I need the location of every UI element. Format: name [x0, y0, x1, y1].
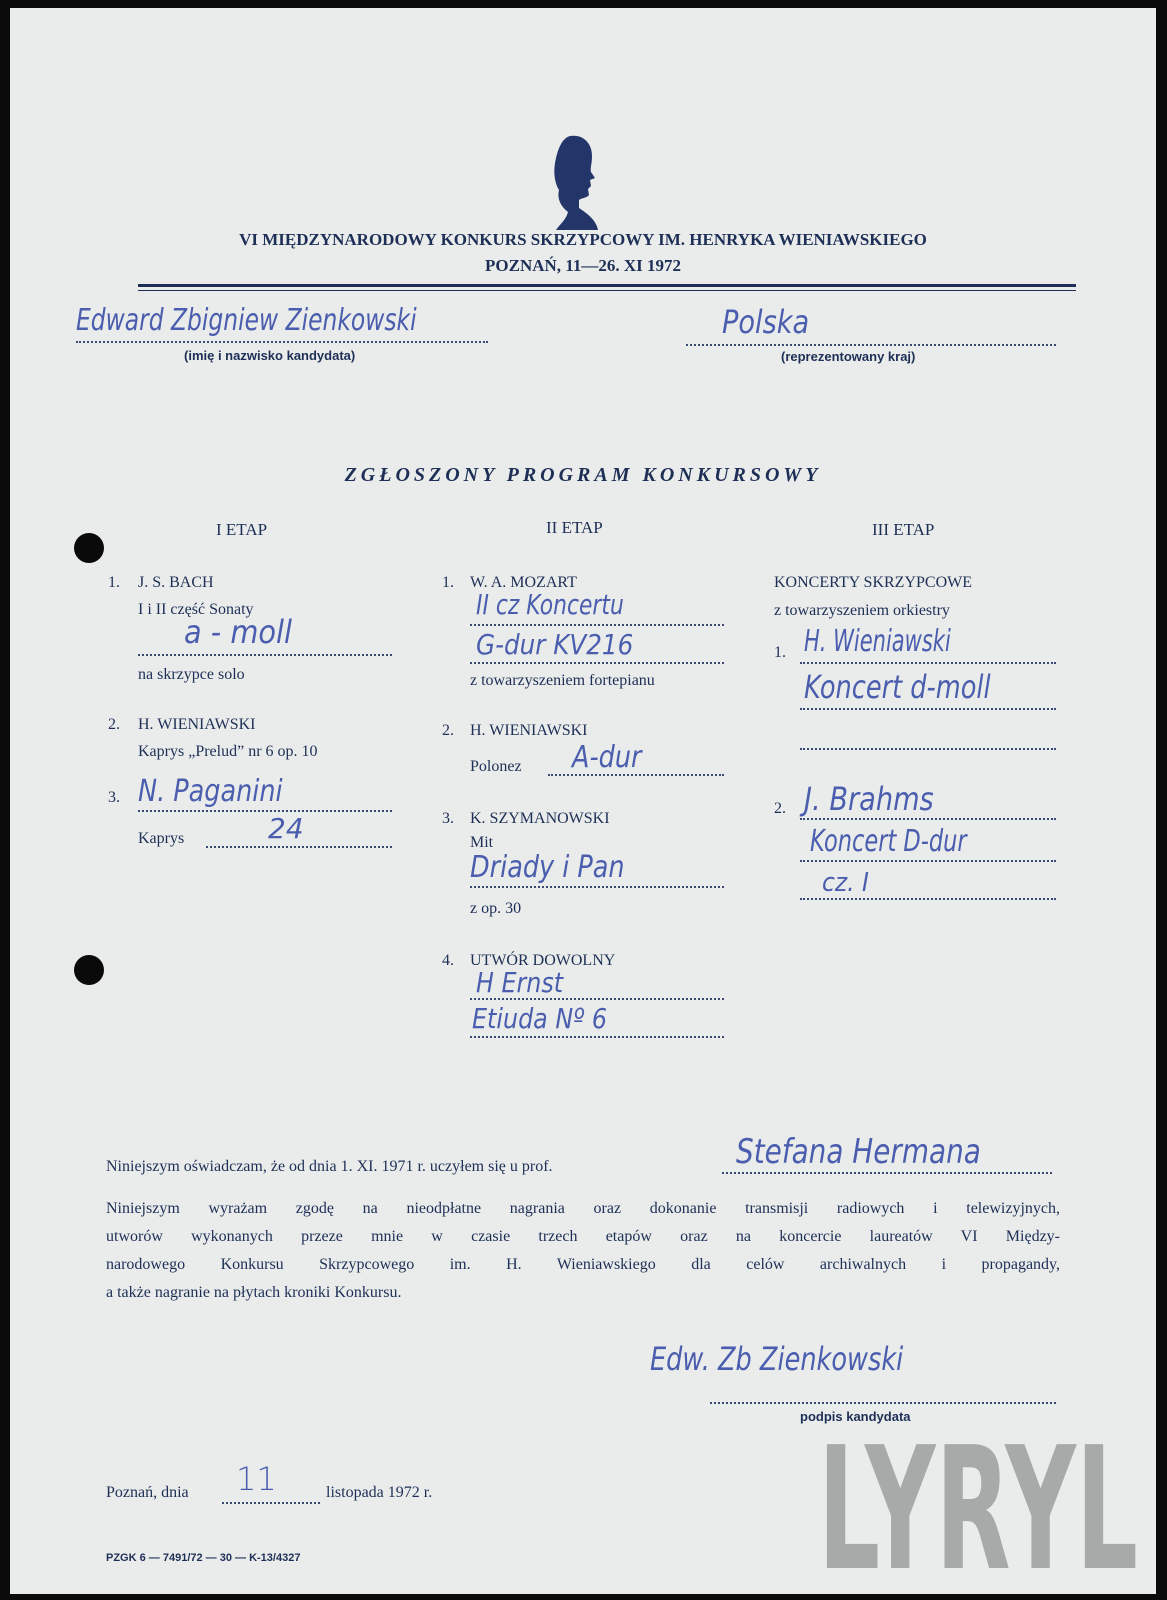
stage2-item1-composer: W. A. MOZART: [470, 574, 577, 591]
stage1-item3-number: 3.: [108, 789, 120, 806]
stage2-item4-label: UTWÓR DOWOLNY: [470, 952, 616, 969]
stage3-item2-composer: J. Brahms: [804, 780, 934, 818]
teacher-line: [722, 1172, 1052, 1174]
stage3-item1-line2: [800, 708, 1056, 710]
stage3-item2-work: Koncert D-dur: [810, 824, 967, 859]
consent-line-2: utworów wykonanych przeze mnie w czasie trzech etapów oraz na koncercie laureatów VI Między-: [106, 1228, 1060, 1245]
stage2-item2-line: [548, 774, 724, 776]
consent-line-4: a także nagranie na płytach kroniki Konkursu.: [106, 1284, 402, 1301]
print-code: PZGK 6 — 7491/72 — 30 — K-13/4327: [106, 1552, 301, 1564]
stage2-item3-number: 3.: [442, 810, 454, 827]
stage1-item1-line: [138, 654, 392, 656]
date-line: [222, 1502, 320, 1504]
stage1-item2-description: Kaprys „Prelud” nr 6 op. 10: [138, 743, 318, 760]
date-suffix: listopada 1972 r.: [326, 1484, 433, 1501]
stage2-item4-line1: [470, 998, 724, 1000]
punch-hole-bottom: [74, 955, 104, 985]
stage2-item3-line: [470, 886, 724, 888]
stage1-item3-label: Kaprys: [138, 830, 185, 847]
stage2-item1-number: 1.: [442, 574, 454, 591]
stage3-item2-movement: cz. I: [822, 868, 869, 898]
country-label: (reprezentowany kraj): [781, 349, 916, 364]
stage3-item2-line1: [800, 818, 1056, 820]
stage1-item1-key: a - moll: [184, 613, 293, 651]
stage1-item1-description: I i II część Sonaty: [138, 601, 254, 618]
country-line: [686, 344, 1056, 346]
teacher-declaration: Niniejszym oświadczam, że od dnia 1. XI. 1971 r. uczyłem się u prof.: [106, 1158, 553, 1175]
program-title: ZGŁOSZONY PROGRAM KONKURSOWY: [344, 464, 822, 486]
stage2-item2-label: Polonez: [470, 758, 522, 775]
stage2-item4-composer: H Ernst: [476, 966, 564, 999]
stage1-item2-composer: H. WIENIAWSKI: [138, 716, 256, 733]
stage2-item1-work: II cz Koncertu: [476, 588, 624, 621]
stage3-item2-line3: [800, 898, 1056, 900]
stage2-item3-composer: K. SZYMANOWSKI: [470, 810, 610, 827]
signature-label: podpis kandydata: [800, 1409, 911, 1424]
stage2-item3-label: Mit: [470, 834, 494, 851]
portrait-silhouette-icon: [548, 134, 598, 230]
stage1-item1-number: 1.: [108, 574, 120, 591]
stage1-item3-line: [138, 810, 392, 812]
stage2-item4-number: 4.: [442, 952, 454, 969]
stage1-item3-number-value: 24: [268, 812, 304, 845]
candidate-signature: Edw. Zb Zienkowski: [650, 1340, 904, 1378]
stage3-item1-line3: [800, 748, 1056, 750]
stage1-item2-number: 2.: [108, 716, 120, 733]
candidate-name: Edward Zbigniew Zienkowski: [76, 303, 417, 338]
stage1-item1-composer: J. S. BACH: [138, 574, 214, 591]
stage3-item1-number: 1.: [774, 644, 786, 661]
stage2-item2-key: A-dur: [572, 740, 642, 775]
stage3-item1-composer: H. Wieniawski: [804, 624, 951, 659]
header-rule-thin: [138, 290, 1076, 291]
stage1-title: I ETAP: [216, 520, 268, 539]
stage3-item2-number: 2.: [774, 800, 786, 817]
date-prefix: Poznań, dnia: [106, 1484, 189, 1501]
consent-line-3: narodowego Konkursu Skrzypcowego im. H. Wieniawskiego dla celów archiwalnych i propagandy,: [106, 1256, 1060, 1273]
header-rule-thick: [138, 284, 1076, 287]
stage2-item4-work: Etiuda Nº 6: [472, 1002, 608, 1035]
stage2-item2-composer: H. WIENIAWSKI: [470, 722, 588, 739]
stage3-heading: KONCERTY SKRZYPCOWE: [774, 574, 973, 591]
stage3-item1-line1: [800, 662, 1056, 664]
stage3-item1-work: Koncert d-moll: [804, 668, 991, 706]
consent-line-1: Niniejszym wyrażam zgodę na nieodpłatne nagrania oraz dokonanie transmisji radiowych i telewizyjnych,: [106, 1200, 1060, 1217]
stage3-item2-line2: [800, 860, 1056, 862]
stage2-item4-line2: [470, 1036, 724, 1038]
teacher-name: Stefana Hermana: [736, 1132, 981, 1172]
document-sheet: [10, 8, 1156, 1594]
represented-country: Polska: [722, 303, 810, 341]
stage1-item3-composer: N. Paganini: [138, 774, 283, 809]
stage3-title: III ETAP: [872, 520, 935, 539]
contest-dates: POZNAŃ, 11—26. XI 1972: [485, 256, 681, 275]
watermark-text: LYRYL: [818, 1411, 1138, 1580]
stage2-item3-work: Driady i Pan: [470, 850, 625, 885]
stage2-item3-note: z op. 30: [470, 900, 522, 917]
stage2-item2-number: 2.: [442, 722, 454, 739]
stage1-item1-note: na skrzypce solo: [138, 666, 245, 683]
candidate-name-label: (imię i nazwisko kandydata): [184, 348, 356, 363]
stage2-title: II ETAP: [546, 518, 603, 537]
stage3-subheading: z towarzyszeniem orkiestry: [774, 602, 950, 619]
stage2-item1-note: z towarzyszeniem fortepianu: [470, 672, 655, 689]
punch-hole-top: [74, 533, 104, 563]
archive-watermark-logo: [798, 1380, 1156, 1580]
stage1-item3-line2: [206, 846, 392, 848]
stage2-item1-line2: [470, 662, 724, 664]
candidate-name-line: [76, 341, 488, 343]
contest-title: VI MIĘDZYNARODOWY KONKURS SKRZYPCOWY IM. HENRYKA WIENIAWSKIEGO: [239, 230, 927, 249]
date-day: 11: [236, 1460, 277, 1498]
stage2-item1-key: G-dur KV216: [476, 628, 634, 661]
stage2-item1-line1: [470, 624, 724, 626]
